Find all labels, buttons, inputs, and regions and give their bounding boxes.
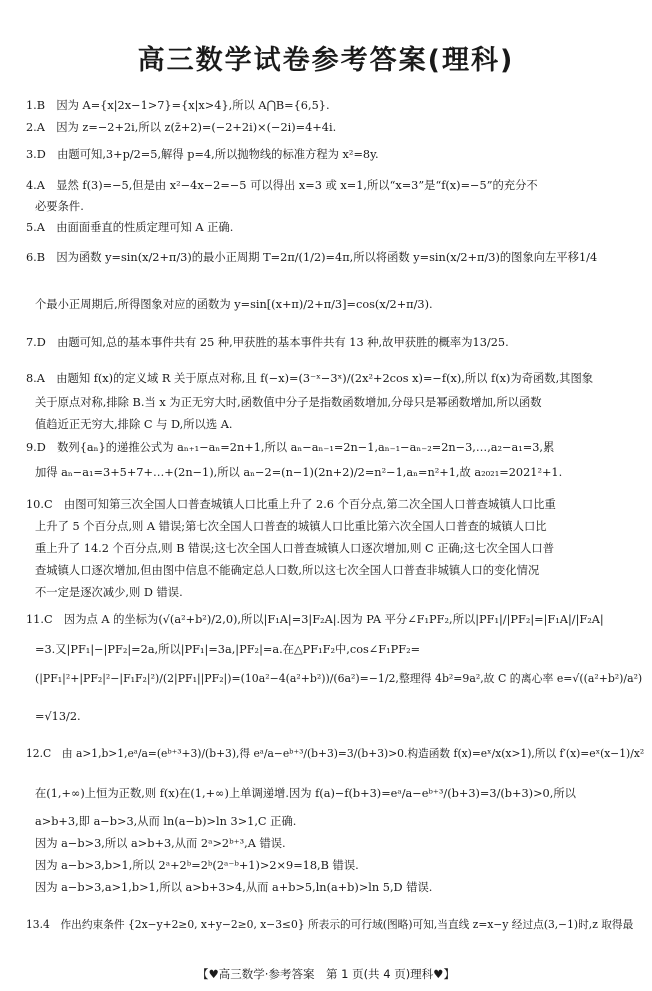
answer-9: 9.D 数列{aₙ}的递推公式为 aₙ₊₁−aₙ=2n+1,所以 aₙ−aₙ₋₁=2n−1,aₙ₋₁−aₙ₋₂=2n−3,…,a₂−a₁=3,累 bbox=[26, 441, 555, 454]
page-footer: 【♥高三数学·参考答案 第 1 页(共 4 页)理科♥】 bbox=[196, 967, 455, 981]
answer-6: 6.B 因为函数 y=sin(x/2+π/3)的最小正周期 T=2π/(1/2)=4π,所以将函数 y=sin(x/2+π/3)的图象向左平移1/4 bbox=[26, 251, 598, 264]
document-title: 高三数学试卷参考答案(理科) bbox=[137, 45, 515, 76]
answer-4: 4.A 显然 f(3)=−5,但是由 x²−4x−2=−5 可以得出 x=3 或 x=1,所以“x=3”是“f(x)=−5”的充分不 bbox=[26, 179, 538, 192]
answer-5: 5.A 由面面垂直的性质定理可知 A 正确. bbox=[26, 221, 234, 234]
answer-3: 3.D 由题可知,3+p/2=5,解得 p=4,所以抛物线的标准方程为 x²=8y. bbox=[26, 148, 379, 161]
answer-12-cont5: 因为 a−b>3,a>1,b>1,所以 a>b+3>4,从而 a+b>5,ln(a+b)>ln 5,D 错误. bbox=[35, 881, 433, 894]
answer-10-cont2: 重上升了 14.2 个百分点,则 B 错误;这七次全国人口普查城镇人口逐次增加,则 C 正确;这七次全国人口普 bbox=[35, 542, 555, 555]
answer-9-cont: 加得 aₙ−a₁=3+5+7+…+(2n−1),所以 aₙ−2=(n−1)(2n+2)/2=n²−1,aₙ=n²+1,故 a₂₀₂₁=2021²+1. bbox=[35, 466, 563, 479]
answer-10-cont3: 查城镇人口逐次增加,但由图中信息不能确定总人口数,所以这七次全国人口普查非城镇人口的变化情况 bbox=[35, 564, 540, 577]
answer-12-cont2: a>b+3,即 a−b>3,从而 ln(a−b)>ln 3>1,C 正确. bbox=[35, 815, 297, 828]
answer-11-cont3: =√13/2. bbox=[35, 710, 81, 723]
answer-11-cont2: (|PF₁|²+|PF₂|²−|F₁F₂|²)/(2|PF₁||PF₂|)=(10a²−4(a²+b²))/(6a²)=−1/2,整理得 4b²=9a²,故 C 的离心率 e=√((a²+b²)/a²) bbox=[35, 672, 643, 685]
answer-8-cont1: 关于原点对称,排除 B.当 x 为正无穷大时,函数值中分子是指数函数增加,分母只是幂函数增加,所以函数 bbox=[35, 396, 542, 409]
answer-6-cont: 个最小正周期后,所得图象对应的函数为 y=sin[(x+π)/2+π/3]=cos(x/2+π/3). bbox=[35, 298, 433, 311]
answer-12-cont4: 因为 a−b>3,b>1,所以 2ᵃ+2ᵇ=2ᵇ(2ᵃ⁻ᵇ+1)>2×9=18,B 错误. bbox=[35, 859, 359, 872]
answer-7: 7.D 由题可知,总的基本事件共有 25 种,甲获胜的基本事件共有 13 种,故甲获胜的概率为13/25. bbox=[26, 336, 509, 349]
answer-8: 8.A 由题知 f(x)的定义域 R 关于原点对称,且 f(−x)=(3⁻ˣ−3ˣ)/(2x²+2cos x)=−f(x),所以 f(x)为奇函数,其图象 bbox=[26, 372, 594, 385]
answer-12: 12.C 由 a>1,b>1,eᵃ/a=(eᵇ⁺³+3)/(b+3),得 eᵃ/a−eᵇ⁺³/(b+3)=3/(b+3)>0.构造函数 f(x)=eˣ/x(x>1),所以 f′(x)=eˣ(x−1)/x² bbox=[26, 747, 645, 760]
answer-2: 2.A 因为 z=−2+2i,所以 z(z̄+2)=(−2+2i)×(−2i)=4+4i. bbox=[26, 121, 337, 134]
answer-1: 1.B 因为 A={x|2x−1>7}={x|x>4},所以 A⋂B={6,5}. bbox=[26, 99, 330, 112]
answer-10-cont4: 不一定是逐次减少,则 D 错误. bbox=[35, 586, 183, 599]
answer-11: 11.C 因为点 A 的坐标为(√(a²+b²)/2,0),所以|F₁A|=3|F₂A|.因为 PA 平分∠F₁PF₂,所以|PF₁|/|PF₂|=|F₁A|/|F₂A| bbox=[26, 613, 604, 626]
answer-12-cont1: 在(1,+∞)上恒为正数,则 f(x)在(1,+∞)上单调递增.因为 f(a)−f(b+3)=eᵃ/a−eᵇ⁺³/(b+3)=3/(b+3)>0,所以 bbox=[35, 787, 576, 800]
answer-10-cont1: 上升了 5 个百分点,则 A 错误;第七次全国人口普查的城镇人口比重比第六次全国人口普查的城镇人口比 bbox=[35, 520, 547, 533]
answer-13: 13.4 作出约束条件 {2x−y+2≥0, x+y−2≥0, x−3≤0} 所表示的可行域(图略)可知,当直线 z=x−y 经过点(3,−1)时,z 取得最 bbox=[26, 918, 634, 931]
answer-4-cont: 必要条件. bbox=[35, 200, 84, 213]
answer-10: 10.C 由图可知第三次全国人口普查城镇人口比重上升了 2.6 个百分点,第二次全国人口普查城镇人口比重 bbox=[26, 498, 556, 511]
answer-8-cont2: 值趋近正无穷大,排除 C 与 D,所以选 A. bbox=[35, 418, 233, 431]
answer-11-cont1: =3.又|PF₁|−|PF₂|=2a,所以|PF₁|=3a,|PF₂|=a.在△PF₁F₂中,cos∠F₁PF₂= bbox=[35, 643, 421, 656]
answer-12-cont3: 因为 a−b>3,所以 a>b+3,从而 2ᵃ>2ᵇ⁺³,A 错误. bbox=[35, 837, 286, 850]
